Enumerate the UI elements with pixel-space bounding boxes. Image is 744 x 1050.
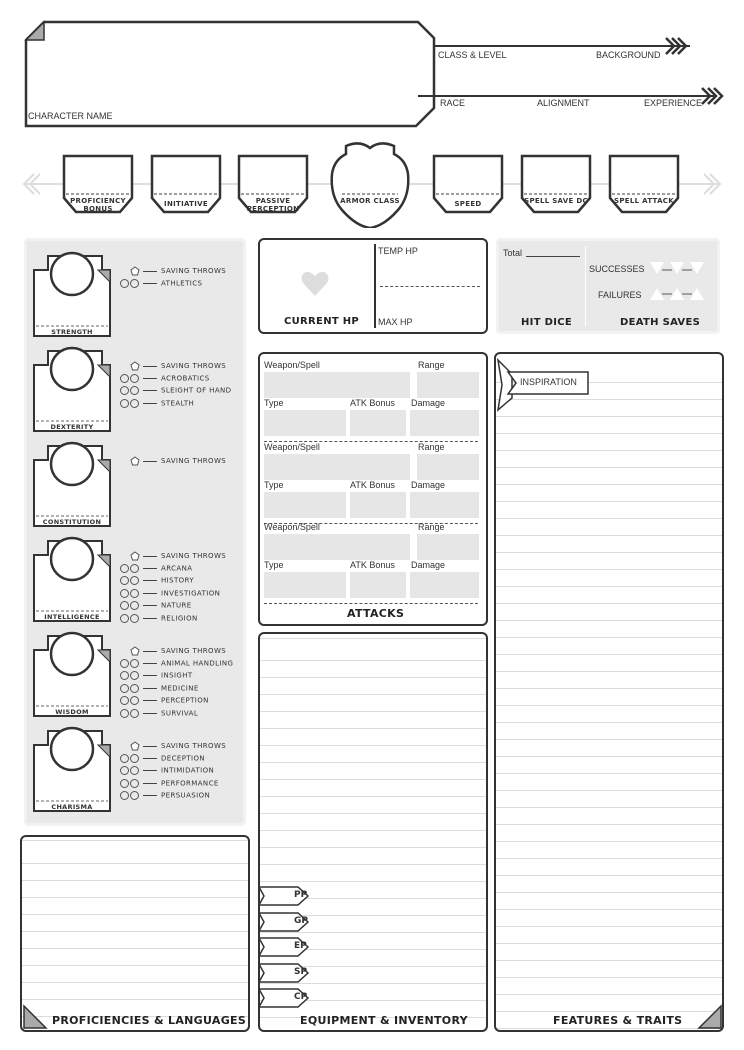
saving-throw-row[interactable] (120, 266, 226, 276)
proficiencies-corner-fold (22, 1004, 48, 1030)
max-hp-label: MAX HP (378, 317, 413, 327)
expertise-icon[interactable] (120, 614, 129, 623)
proficiency-icon[interactable] (130, 601, 139, 610)
proficiency-icon[interactable] (130, 386, 139, 395)
expertise-icon[interactable] (120, 684, 129, 693)
race-field[interactable] (440, 70, 700, 94)
skill-row[interactable] (120, 589, 220, 598)
saving-throw-row[interactable] (120, 361, 226, 371)
coin-label: EP (294, 941, 307, 951)
coin-label: CP (294, 992, 308, 1002)
weapon-label: Weapon/Spell (264, 360, 320, 370)
skill-label: ATHLETICS (161, 279, 203, 287)
expertise-icon[interactable] (120, 659, 129, 668)
max-hp-field[interactable] (380, 292, 480, 314)
type-field[interactable] (264, 572, 346, 598)
ability-score-field[interactable] (52, 640, 92, 670)
skill-label: MEDICINE (161, 684, 199, 692)
class-level-field[interactable] (440, 22, 660, 44)
features-box[interactable] (494, 352, 724, 1032)
skill-label: SAVING THROWS (161, 742, 227, 750)
skill-row[interactable] (120, 754, 205, 763)
damage-label: Damage (411, 398, 446, 408)
skill-label: ARCANA (161, 564, 193, 572)
damage-field[interactable] (410, 410, 479, 436)
expertise-icon[interactable] (120, 766, 129, 775)
attack-divider (264, 603, 478, 604)
hit-dice-total-field[interactable] (526, 256, 580, 257)
skill-label: PERSUASION (161, 791, 211, 800)
hit-dice-label: HIT DICE (521, 317, 572, 328)
coin-label: SP (294, 966, 308, 977)
ability-score-field[interactable] (52, 260, 92, 290)
range-field[interactable] (417, 454, 479, 480)
race-label: RACE (440, 98, 466, 108)
weapon-field[interactable] (264, 454, 410, 480)
damage-field[interactable] (410, 492, 479, 518)
proficiency-icon[interactable] (130, 659, 139, 668)
proficiency-icon[interactable] (130, 614, 139, 623)
skill-label: HISTORY (161, 576, 195, 585)
coin-label: PP (294, 890, 308, 900)
hitdice-divider (585, 246, 586, 326)
coin-gp[interactable] (258, 912, 310, 932)
skill-label: ANIMAL HANDLING (161, 659, 234, 667)
spell-attack-label: SPELL ATTACK (614, 197, 674, 205)
skill-row[interactable] (120, 779, 219, 788)
saving-throw-row[interactable] (120, 741, 226, 751)
features-title: FEATURES & TRAITS (553, 1014, 683, 1027)
hit-dice-total-label: Total (503, 248, 523, 258)
atk-bonus-field[interactable] (350, 492, 406, 518)
saving-throw-row[interactable] (120, 456, 226, 466)
spell-save-dc-label: SPELL SAVE DC (524, 197, 588, 205)
save-proficiency-icon[interactable] (130, 266, 140, 276)
skill-row[interactable] (120, 386, 231, 395)
expertise-icon[interactable] (120, 779, 129, 788)
background-label: BACKGROUND (596, 50, 661, 60)
speed-label: SPEED (454, 200, 482, 208)
skill-row[interactable] (120, 576, 194, 585)
damage-label: Damage (411, 560, 446, 570)
skill-row[interactable] (120, 766, 214, 775)
damage-field[interactable] (410, 572, 479, 598)
temp-hp-label: TEMP HP (378, 246, 418, 256)
weapon-label: Weapon/Spell (264, 442, 320, 452)
type-field[interactable] (264, 410, 346, 436)
proficiencies-box[interactable] (20, 835, 250, 1032)
proficiency-icon[interactable] (130, 576, 139, 585)
proficiency-icon[interactable] (130, 399, 139, 408)
skill-row[interactable] (120, 696, 209, 705)
proficiency-icon[interactable] (130, 779, 139, 788)
weapon-field[interactable] (264, 534, 410, 560)
skill-label: SAVING THROWS (161, 457, 227, 465)
armor-class-label: ARMOR CLASS (340, 197, 400, 205)
skill-label: DECEPTION (161, 754, 206, 762)
ability-score-field[interactable] (52, 355, 92, 385)
skill-row[interactable] (120, 399, 194, 408)
range-field[interactable] (417, 534, 479, 560)
skill-row[interactable] (120, 671, 193, 680)
save-proficiency-icon[interactable] (130, 551, 140, 561)
death-save-checkboxes[interactable] (648, 260, 710, 304)
top-stats-frame (0, 138, 744, 228)
expertise-icon[interactable] (120, 589, 129, 598)
skill-label: SLEIGHT OF HAND (161, 386, 232, 395)
skill-row[interactable] (120, 564, 192, 573)
proficiency-bonus-label: PROFICIENCY BONUS (70, 197, 126, 213)
damage-label: Damage (411, 480, 446, 490)
weapon-label: Weapon/Spell (264, 522, 320, 532)
skill-label: RELIGION (161, 614, 198, 622)
attacks-title: ATTACKS (347, 607, 405, 620)
skill-label: INSIGHT (161, 671, 193, 680)
skill-label: ACROBATICS (161, 374, 210, 382)
proficiency-icon[interactable] (130, 696, 139, 705)
skill-row[interactable] (120, 279, 202, 288)
atk-bonus-field[interactable] (350, 410, 406, 436)
coin-sp[interactable] (258, 963, 310, 983)
features-corner-fold (697, 1004, 723, 1030)
skill-row[interactable] (120, 709, 198, 718)
atk-bonus-label: ATK Bonus (350, 560, 395, 570)
ability-score-field[interactable] (52, 450, 92, 480)
character-name-label: CHARACTER NAME (28, 111, 113, 121)
skill-label: STEALTH (161, 399, 195, 407)
save-proficiency-icon[interactable] (130, 456, 140, 466)
skill-label: NATURE (161, 601, 192, 610)
successes-label: SUCCESSES (589, 264, 645, 274)
ability-name: INTELLIGENCE (44, 613, 100, 621)
ability-name: STRENGTH (51, 328, 93, 336)
passive-perception-label: PASSIVE PERCEPTION (246, 197, 300, 213)
coin-label: GP (294, 915, 308, 926)
expertise-icon[interactable] (120, 709, 129, 718)
saving-throw-row[interactable] (120, 551, 226, 561)
coin-pp[interactable] (258, 886, 310, 906)
type-label: Type (264, 398, 284, 408)
character-name-field[interactable] (46, 30, 406, 100)
skill-label: SAVING THROWS (161, 647, 227, 655)
atk-bonus-field[interactable] (350, 572, 406, 598)
alignment-label: ALIGNMENT (537, 98, 590, 108)
current-hp-field[interactable] (268, 248, 368, 308)
skill-row[interactable] (120, 791, 210, 800)
skill-row[interactable] (120, 614, 198, 623)
range-field[interactable] (417, 372, 479, 398)
skill-label: SAVING THROWS (161, 552, 227, 560)
type-label: Type (264, 480, 284, 490)
ability-name: CONSTITUTION (42, 518, 102, 526)
save-proficiency-icon[interactable] (130, 646, 140, 656)
inspiration-label: INSPIRATION (520, 377, 577, 387)
coin-cp[interactable] (258, 988, 310, 1008)
initiative-label: INITIATIVE (164, 200, 208, 208)
skill-label: PERCEPTION (161, 696, 209, 705)
expertise-icon[interactable] (120, 399, 129, 408)
atk-bonus-label: ATK Bonus (350, 398, 395, 408)
proficiency-icon[interactable] (130, 754, 139, 763)
experience-label: EXPERIENCE (644, 98, 703, 108)
range-label: Range (418, 360, 445, 370)
expertise-icon[interactable] (120, 754, 129, 763)
expertise-icon[interactable] (120, 791, 129, 800)
expertise-icon[interactable] (120, 564, 129, 573)
range-label: Range (418, 522, 445, 532)
expertise-icon[interactable] (120, 601, 129, 610)
proficiency-icon[interactable] (130, 589, 139, 598)
proficiency-icon[interactable] (130, 684, 139, 693)
type-label: Type (264, 560, 284, 570)
class-level-label: CLASS & LEVEL (438, 50, 507, 60)
save-proficiency-icon[interactable] (130, 361, 140, 371)
skill-label: SAVING THROWS (161, 362, 227, 370)
ability-name: CHARISMA (51, 803, 93, 811)
proficiencies-title: PROFICIENCIES & LANGUAGES (52, 1014, 247, 1027)
skill-row[interactable] (120, 601, 192, 610)
range-label: Range (418, 442, 445, 452)
expertise-icon[interactable] (120, 386, 129, 395)
temp-hp-field[interactable] (380, 262, 480, 282)
skill-label: PERFORMANCE (161, 779, 219, 787)
ability-name: WISDOM (55, 708, 89, 716)
skill-label: INTIMIDATION (161, 766, 215, 775)
expertise-icon[interactable] (120, 279, 129, 288)
proficiency-icon[interactable] (130, 671, 139, 680)
ability-score-field[interactable] (52, 545, 92, 575)
death-saves-label: DEATH SAVES (620, 317, 701, 328)
skill-row[interactable] (120, 659, 233, 668)
coin-ep[interactable] (258, 937, 310, 957)
ability-score-field[interactable] (52, 735, 92, 765)
type-field[interactable] (264, 492, 346, 518)
hp-divider (374, 244, 376, 328)
skill-label: INVESTIGATION (161, 589, 221, 597)
save-proficiency-icon[interactable] (130, 741, 140, 751)
saving-throw-row[interactable] (120, 646, 226, 656)
expertise-icon[interactable] (120, 576, 129, 585)
skill-label: SAVING THROWS (161, 267, 227, 275)
equipment-title: EQUIPMENT & INVENTORY (300, 1014, 468, 1027)
skill-label: SURVIVAL (161, 709, 199, 717)
proficiency-icon[interactable] (130, 791, 139, 800)
skill-row[interactable] (120, 684, 199, 693)
current-hp-label: CURRENT HP (284, 316, 360, 327)
proficiency-icon[interactable] (130, 766, 139, 775)
expertise-icon[interactable] (120, 374, 129, 383)
atk-bonus-label: ATK Bonus (350, 480, 395, 490)
proficiency-icon[interactable] (130, 279, 139, 288)
proficiency-icon[interactable] (130, 374, 139, 383)
weapon-field[interactable] (264, 372, 410, 398)
proficiency-icon[interactable] (130, 709, 139, 718)
temp-hp-dashline (380, 286, 480, 287)
skill-row[interactable] (120, 374, 210, 383)
expertise-icon[interactable] (120, 696, 129, 705)
expertise-icon[interactable] (120, 671, 129, 680)
ability-name: DEXTERITY (50, 423, 94, 431)
proficiency-icon[interactable] (130, 564, 139, 573)
failures-label: FAILURES (598, 290, 642, 300)
